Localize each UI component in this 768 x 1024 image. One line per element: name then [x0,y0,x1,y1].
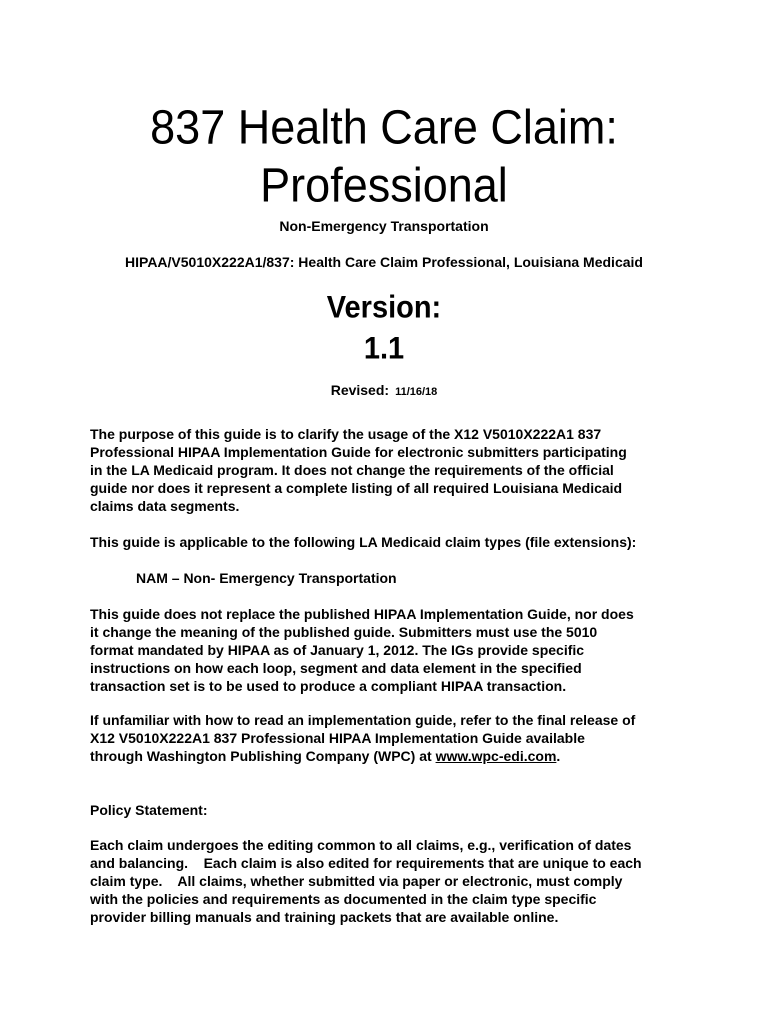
text-line: format mandated by HIPAA as of January 1, 2012. The IGs provide specific [90,642,585,658]
revised-line [0,381,768,401]
version-block [0,288,768,369]
document-identifier: HIPAA/V5010X222A1/837: Health Care Claim Professional, Louisiana Medicaid [125,254,643,270]
text-line: The purpose of this guide is to clarify the usage of the X12 V5010X222A1 837 [90,426,602,442]
text-line: If unfamiliar with how to read an implementation guide, refer to the final release of [90,712,636,728]
text-line: claims data segments. [90,498,240,514]
text-line: provider billing manuals and training packets that are available online. [90,909,559,925]
text-line: in the LA Medicaid program. It does not change the requirements of the official [90,462,614,478]
text-segment: . [556,748,561,764]
text-line: claim type. All claims, whether submitted via paper or electronic, must comply [90,873,623,889]
title-line-1: 837 Health Care Claim: [150,99,618,155]
text-line: Professional HIPAA Implementation Guide for electronic submitters participating [90,444,627,460]
text-line [90,747,690,765]
revised-label: Revised: [330,382,390,398]
claim-type-item: NAM – Non- Emergency Transportation [136,570,397,586]
replace-paragraph [90,605,690,695]
unfamiliar-paragraph [90,711,690,765]
policy-paragraph [90,836,690,926]
text-line: and balancing. Each claim is also edited for requirements that are unique to each [90,855,642,871]
text-line: guide nor does it represent a complete listing of all required Louisiana Medicaid [90,480,623,496]
applicability-paragraph: This guide is applicable to the following LA Medicaid claim types (file extensions): [90,534,637,550]
text-line: with the policies and requirements as documented in the claim type specific [90,891,597,907]
wpc-edi-link[interactable]: www.wpc-edi.com [435,748,557,764]
policy-heading: Policy Statement: [90,802,208,818]
text-segment: through Washington Publishing Company (WPC) at [90,748,436,764]
text-line: transaction set is to be used to produce a compliant HIPAA transaction. [90,678,567,694]
revised-date: 11/16/18 [395,386,438,398]
text-line: instructions on how each loop, segment and data element in the specified [90,660,582,676]
version-number: 1.1 [363,330,405,367]
document-title [0,98,768,215]
text-line: X12 V5010X222A1 837 Professional HIPAA Implementation Guide available [90,730,585,746]
document-subtitle: Non-Emergency Transportation [279,218,489,234]
title-line-2: Professional [260,157,508,213]
text-line: Each claim undergoes the editing common to all claims, e.g., verification of dates [90,837,632,853]
text-line: it change the meaning of the published guide. Submitters must use the 5010 [90,624,598,640]
purpose-paragraph [90,425,690,515]
text-line: This guide does not replace the published HIPAA Implementation Guide, nor does [90,606,634,622]
version-label: Version: [326,290,442,326]
